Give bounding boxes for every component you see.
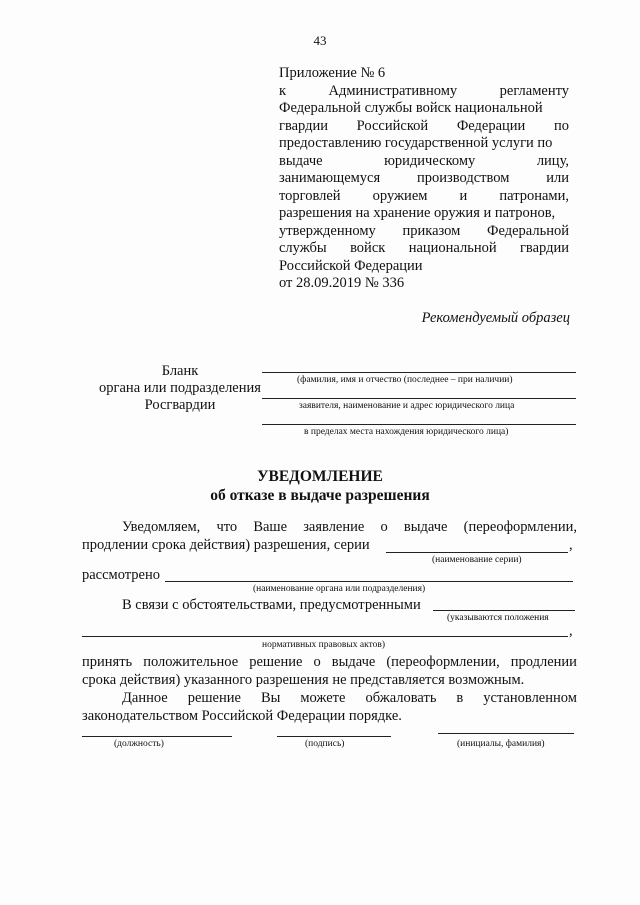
appendix-word: торговлей: [279, 187, 341, 204]
word: (переоформлении,: [463, 519, 577, 535]
circumstances-text: В связи с обстоятельствами, предусмотренными: [122, 597, 421, 613]
appendix-word: юридическому: [384, 152, 476, 169]
word: продлении: [510, 654, 577, 670]
appendix-word: от 28.09.2019 № 336: [279, 275, 405, 291]
appendix-word: занимающемуся: [279, 170, 381, 186]
word: о: [313, 654, 321, 670]
sample-label: Рекомендуемый образец: [421, 310, 570, 326]
appendix-word: Федеральной: [487, 222, 569, 239]
word: можете: [300, 690, 346, 706]
appendix-word: производством: [417, 170, 510, 186]
appendix-word: по: [553, 117, 569, 134]
appendix-word: Российской Федерации: [279, 257, 423, 274]
appendix-word: Федерации: [456, 117, 526, 134]
appendix-word: оружием: [372, 187, 428, 204]
word: Ваше: [253, 519, 288, 535]
appendix-line: [279, 65, 569, 83]
paragraph-3-line-1: [82, 654, 577, 671]
appendix-word: и: [459, 187, 468, 204]
appendix-word: гвардии: [279, 117, 328, 134]
provisions-field-line[interactable]: [433, 610, 575, 611]
paragraph-1-line-1: [122, 519, 577, 536]
considered-label: рассмотрено: [82, 567, 161, 583]
position-field-line[interactable]: [82, 736, 232, 737]
word: (переоформлении,: [386, 654, 500, 670]
applicant-fio-line[interactable]: [262, 372, 576, 373]
appendix-word: Приложение № 6: [279, 65, 386, 81]
comma: ,: [569, 537, 573, 553]
word: заявление: [303, 519, 365, 535]
document-title: УВЕДОМЛЕНИЕ: [257, 468, 383, 485]
appendix-line: [279, 258, 569, 276]
word: Уведомляем,: [122, 519, 201, 535]
word: установленном: [483, 690, 577, 706]
paragraph-4-line-1: [122, 690, 577, 707]
signature-field-line[interactable]: [277, 736, 391, 737]
appendix-word: регламенту: [499, 82, 569, 99]
word: Данное: [122, 690, 168, 706]
word: обжаловать: [365, 690, 437, 706]
appendix-line: [279, 205, 569, 223]
hint-initials: (инициалы, фамилия): [457, 739, 545, 749]
appendix-word: приказом: [402, 222, 461, 239]
hint-provisions: (указываются положения: [447, 613, 549, 623]
document-subtitle: об отказе в выдаче разрешения: [210, 487, 430, 504]
word: положительное: [143, 654, 239, 670]
appendix-line: [279, 240, 569, 258]
appendix-word: к: [279, 82, 287, 99]
appendix-word: Федеральной службы войск национальной: [279, 100, 543, 116]
appendix-word: Российской: [356, 117, 429, 134]
hint-location: в пределах места нахождения юридического лица): [304, 427, 509, 437]
appendix-word: Административному: [328, 82, 458, 99]
word: о: [380, 519, 388, 535]
word: что: [216, 519, 238, 535]
word: решение: [249, 654, 303, 670]
appendix-line: [279, 83, 569, 101]
organ-field-line[interactable]: [165, 581, 573, 582]
blank-label-line: органа или подразделения: [99, 380, 261, 396]
word: в: [456, 690, 464, 706]
appendix-word: службы: [279, 240, 327, 256]
hint-position: (должность): [114, 739, 164, 749]
hint-acts: нормативных правовых актов): [262, 640, 386, 650]
blank-label: [60, 363, 300, 414]
appendix-word: или: [546, 170, 569, 186]
appendix-word: разрешения на хранение оружия и патронов,: [279, 205, 556, 221]
paragraph-1-line-2: продлении срока действия) разрешения, серии: [82, 537, 370, 553]
appendix-header: [279, 65, 569, 293]
appendix-word: войск: [350, 240, 386, 256]
appendix-word: лицу,: [536, 152, 569, 169]
appendix-line: [279, 135, 569, 153]
series-field-line[interactable]: [386, 552, 568, 553]
appendix-word: предоставлению государственной услуги по: [279, 135, 553, 151]
word: выдаче: [331, 654, 376, 670]
acts-field-line[interactable]: [82, 636, 568, 637]
blank-label-line: Бланк: [161, 363, 199, 379]
appendix-line: [279, 153, 569, 171]
applicant-address-line[interactable]: [262, 424, 576, 425]
appendix-line: [279, 100, 569, 118]
appendix-line: [279, 275, 569, 293]
hint-series: (наименование серии): [432, 555, 522, 565]
page-number: 43: [313, 33, 327, 48]
appendix-line: [279, 223, 569, 241]
blank-label-line: Росгвардии: [144, 397, 216, 413]
appendix-line: [279, 188, 569, 206]
appendix-word: утвержденному: [279, 222, 376, 239]
hint-fio: (фамилия, имя и отчество (последнее – при наличии): [297, 375, 513, 385]
hint-signature: (подпись): [305, 739, 345, 749]
appendix-word: гвардии: [519, 240, 569, 256]
word: выдаче: [403, 519, 448, 535]
appendix-line: [279, 170, 569, 188]
initials-field-line[interactable]: [438, 733, 574, 734]
appendix-word: национальной: [408, 240, 497, 256]
appendix-word: выдаче: [279, 152, 323, 169]
hint-organ: (наименование органа или подразделения): [253, 584, 426, 594]
hint-applicant: заявителя, наименование и адрес юридического лица: [299, 401, 515, 411]
word: принять: [82, 654, 133, 670]
applicant-name-line[interactable]: [262, 398, 576, 399]
word: решение: [187, 690, 241, 706]
comma: ,: [569, 623, 573, 639]
paragraph-4-line-2: законодательством Российской Федерации порядке.: [82, 708, 402, 724]
appendix-line: [279, 118, 569, 136]
paragraph-3-line-2: срока действия) указанного разрешения не представляется возможным.: [82, 672, 525, 688]
word: Вы: [260, 690, 281, 706]
appendix-word: патронами,: [499, 187, 569, 204]
